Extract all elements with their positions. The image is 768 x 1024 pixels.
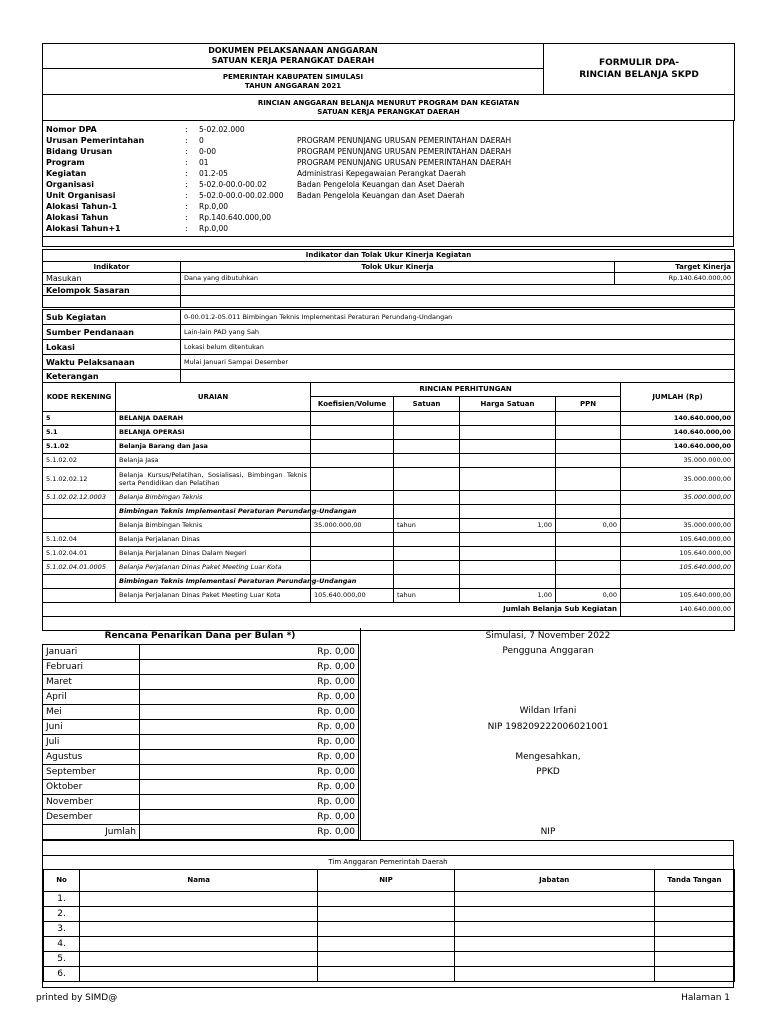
team-no: 3. — [44, 922, 80, 937]
cell-uraian: Belanja Perjalanan Dinas — [116, 533, 311, 547]
detail-value — [181, 370, 735, 383]
signature-area — [360, 628, 735, 840]
rincian-row — [43, 519, 735, 533]
plan-row — [43, 765, 359, 780]
cell-kode: 5.1.02.04.01.0005 — [43, 561, 116, 575]
plan-month: Agustus — [43, 750, 140, 765]
info-desc — [294, 212, 733, 223]
info-desc — [294, 201, 733, 212]
team-row — [44, 922, 735, 937]
info-label: Bidang Urusan — [46, 147, 113, 156]
col-no: No — [44, 870, 80, 892]
cell-jumlah: 105.640.000,00 — [621, 589, 735, 603]
col-rincian: RINCIAN PERHITUNGAN — [311, 383, 621, 397]
info-row: Alokasi Tahun+1 : Rp.0,00 — [43, 223, 733, 234]
cell-kode: 5.1.02.04 — [43, 533, 116, 547]
rincian-row — [43, 505, 735, 519]
detail-value: Lain-lain PAD yang Sah — [181, 325, 735, 340]
masukan-value: Dana yang dibutuhkan — [181, 273, 615, 285]
plan-row — [43, 675, 359, 690]
cell-harga — [460, 412, 556, 426]
cell-satuan: tahun — [394, 589, 460, 603]
printed-by: printed by SIMD@ — [36, 993, 118, 1003]
cell-jumlah: 140.640.000,00 — [621, 412, 735, 426]
cell-harga: 1,00 — [460, 519, 556, 533]
cell-koef — [311, 533, 394, 547]
plan-total-label: Jumlah — [43, 825, 140, 840]
info-code: 5-02.0-00.0-00.02 — [199, 180, 267, 189]
plan-row — [43, 660, 359, 675]
plan-total-row — [43, 825, 359, 840]
cell-jumlah — [621, 505, 735, 519]
detail-row — [43, 340, 735, 355]
plan-row — [43, 735, 359, 750]
form-code: FORMULIR DPA- RINCIAN BELANJA SKPD — [544, 44, 735, 95]
plan-row — [43, 810, 359, 825]
info-desc: PROGRAM PENUNJANG URUSAN PEMERINTAHAN DAERAH — [297, 136, 512, 145]
plan-month: Oktober — [43, 780, 140, 795]
cell-uraian: Bimbingan Teknis Implementasi Peraturan Perundang-Undangan — [116, 575, 311, 589]
detail-row — [43, 310, 735, 325]
cell-ppn: 0,00 — [556, 589, 621, 603]
cell-koef — [311, 440, 394, 454]
col-nip: NIP — [318, 870, 454, 892]
detail-label: Lokasi — [43, 340, 181, 355]
info-label: Urusan Pemerintahan — [46, 136, 145, 145]
cell-kode — [43, 589, 116, 603]
plan-month: Maret — [43, 675, 140, 690]
plan-month: September — [43, 765, 140, 780]
cell-koef: 105.640.000,00 — [311, 589, 394, 603]
info-code: 0-00 — [199, 147, 217, 156]
rincian-row — [43, 589, 735, 603]
info-row: Nomor DPA : 5-02.02.000 — [43, 124, 733, 135]
cell-uraian: Belanja Bimbingan Teknis — [116, 491, 311, 505]
plan-month: Desember — [43, 810, 140, 825]
team-row — [44, 892, 735, 907]
cell-ppn — [556, 491, 621, 505]
plan-row — [43, 720, 359, 735]
masukan-target: Rp.140.640.000,00 — [615, 273, 735, 285]
info-label: Alokasi Tahun+1 — [46, 224, 121, 233]
info-row: Urusan Pemerintahan : 0 PROGRAM PENUNJANG URUSAN PEMERINTAHAN DAERAH — [43, 135, 733, 146]
cell-ppn — [556, 412, 621, 426]
info-label: Organisasi — [46, 180, 94, 189]
cell-uraian: Bimbingan Teknis Implementasi Peraturan Perundang-Undangan — [116, 505, 311, 519]
info-row: Alokasi Tahun : Rp.140.640.000,00 — [43, 212, 733, 223]
total-value: 140.640.000,00 — [621, 603, 735, 617]
info-row: Organisasi : 5-02.0-00.0-00.02 Badan Pengelola Keuangan dan Aset Daerah — [43, 179, 733, 190]
info-code: 5-02.0-00.0-00.02.000 — [199, 191, 284, 200]
cell-satuan — [394, 468, 460, 491]
plan-amount: Rp. 0,00 — [140, 675, 359, 690]
cell-koef — [311, 491, 394, 505]
cell-kode: 5.1.02.02.12 — [43, 468, 116, 491]
cell-harga — [460, 533, 556, 547]
team-no: 1. — [44, 892, 80, 907]
detail-value: Lokasi belum ditentukan — [181, 340, 735, 355]
plan-amount: Rp. 0,00 — [140, 720, 359, 735]
cell-uraian: Belanja Barang dan Jasa — [116, 440, 311, 454]
approve-label: Mengesahkan, — [515, 752, 581, 762]
spacer — [42, 237, 734, 247]
col-kode: KODE REKENING — [43, 383, 116, 412]
detail-row — [43, 355, 735, 370]
cell-satuan — [394, 505, 460, 519]
cell-kode: 5.1.02 — [43, 440, 116, 454]
masukan-label: Masukan — [43, 273, 181, 285]
cell-kode — [43, 505, 116, 519]
rincian-row — [43, 440, 735, 454]
cell-uraian: Belanja Bimbingan Teknis — [116, 519, 311, 533]
detail-label: Sub Kegiatan — [43, 310, 181, 325]
info-code: 5-02.02.000 — [199, 125, 245, 134]
cell-harga — [460, 561, 556, 575]
rincian-row — [43, 426, 735, 440]
cell-koef — [311, 412, 394, 426]
cell-ppn — [556, 505, 621, 519]
info-label: Program — [46, 158, 85, 167]
cell-satuan: tahun — [394, 519, 460, 533]
info-code: 0 — [199, 136, 204, 145]
rincian-table — [42, 382, 734, 631]
info-row: Bidang Urusan : 0-00 PROGRAM PENUNJANG URUSAN PEMERINTAHAN DAERAH — [43, 146, 733, 157]
info-row: Unit Organisasi : 5-02.0-00.0-00.02.000 Badan Pengelola Keuangan dan Aset Daerah — [43, 190, 733, 201]
cell-satuan — [394, 575, 460, 589]
cell-satuan — [394, 533, 460, 547]
cell-uraian: BELANJA DAERAH — [116, 412, 311, 426]
rincian-row — [43, 491, 735, 505]
info-row: Kegiatan : 01.2-05 Administrasi Kepegawaian Perangkat Daerah — [43, 168, 733, 179]
rincian-row — [43, 468, 735, 491]
detail-row — [43, 370, 735, 383]
doc-title: DOKUMEN PELAKSANAAN ANGGARAN SATUAN KERJA PERANGKAT DAERAH — [43, 44, 544, 69]
rincian-row — [43, 533, 735, 547]
cell-harga — [460, 440, 556, 454]
plan-month: Februari — [43, 660, 140, 675]
cell-uraian: Belanja Perjalanan Dinas Dalam Negeri — [116, 547, 311, 561]
cell-harga — [460, 505, 556, 519]
signer-name: Wildan Irfani — [519, 706, 577, 716]
info-label: Alokasi Tahun — [46, 213, 109, 222]
place-date: Simulasi, 7 November 2022 — [485, 631, 611, 641]
cell-kode: 5.1.02.02.12.0003 — [43, 491, 116, 505]
cell-harga — [460, 547, 556, 561]
info-label: Unit Organisasi — [46, 191, 116, 200]
details-table — [42, 309, 734, 383]
cell-uraian: Belanja Jasa — [116, 454, 311, 468]
cell-ppn — [556, 454, 621, 468]
cell-jumlah: 140.640.000,00 — [621, 426, 735, 440]
cell-koef — [311, 454, 394, 468]
cell-satuan — [394, 454, 460, 468]
cell-ppn — [556, 440, 621, 454]
cell-harga: 1,00 — [460, 589, 556, 603]
cell-koef: 35.000.000,00 — [311, 519, 394, 533]
col-jumlah: JUMLAH (Rp) — [621, 383, 735, 412]
detail-label: Sumber Pendanaan — [43, 325, 181, 340]
detail-label: Keterangan — [43, 370, 181, 383]
cell-kode: 5.1.02.04.01 — [43, 547, 116, 561]
plan-row — [43, 645, 359, 660]
cell-jumlah — [621, 575, 735, 589]
team-block — [42, 840, 734, 988]
team-no: 5. — [44, 952, 80, 967]
rincian-row — [43, 575, 735, 589]
col-harga: Harga Satuan — [460, 397, 556, 412]
cell-jumlah: 105.640.000,00 — [621, 561, 735, 575]
plan-title: Rencana Penarikan Dana per Bulan *) — [104, 631, 296, 641]
plan-amount: Rp. 0,00 — [140, 780, 359, 795]
info-code: Rp.0,00 — [199, 202, 229, 211]
plan-signature-block — [42, 628, 734, 840]
plan-row — [43, 795, 359, 810]
info-code: 01 — [199, 158, 209, 167]
cell-kode — [43, 575, 116, 589]
team-row — [44, 967, 735, 982]
cell-koef — [311, 547, 394, 561]
approve-nip: NIP — [540, 827, 556, 837]
detail-value: Mulai Januari Sampai Desember — [181, 355, 735, 370]
plan-month: Mei — [43, 705, 140, 720]
team-row — [44, 907, 735, 922]
plan-row — [43, 690, 359, 705]
team-no: 2. — [44, 907, 80, 922]
cell-jumlah: 105.640.000,00 — [621, 547, 735, 561]
rincian-row — [43, 547, 735, 561]
cell-harga — [460, 454, 556, 468]
plan-row — [43, 705, 359, 720]
col-ppn: PPN — [556, 397, 621, 412]
cell-jumlah: 35.000.000,00 — [621, 468, 735, 491]
cell-harga — [460, 468, 556, 491]
plan-amount: Rp. 0,00 — [140, 750, 359, 765]
plan-amount: Rp. 0,00 — [140, 810, 359, 825]
col-indikator: Indikator — [43, 262, 181, 273]
detail-value: 0-00.01.2-05.011 Bimbingan Teknis Implementasi Peraturan Perundang-Undangan — [181, 310, 735, 325]
info-label: Kegiatan — [46, 169, 87, 178]
plan-amount: Rp. 0,00 — [140, 705, 359, 720]
col-koef: Koefisien/Volume — [311, 397, 394, 412]
plan-amount: Rp. 0,00 — [140, 690, 359, 705]
rincian-row — [43, 561, 735, 575]
cell-ppn — [556, 561, 621, 575]
info-row: Alokasi Tahun-1 : Rp.0,00 — [43, 201, 733, 212]
detail-row — [43, 325, 735, 340]
cell-uraian: Belanja Perjalanan Dinas Paket Meeting Luar Kota — [116, 561, 311, 575]
plan-month: Juni — [43, 720, 140, 735]
plan-month: April — [43, 690, 140, 705]
team-row — [44, 937, 735, 952]
info-block — [42, 121, 734, 237]
plan-month: November — [43, 795, 140, 810]
indikator-table — [42, 249, 734, 308]
total-label: Jumlah Belanja Sub Kegiatan — [43, 603, 621, 617]
info-code: Rp.140.640.000,00 — [199, 213, 271, 222]
cell-jumlah: 35.000.000,00 — [621, 491, 735, 505]
col-target: Target Kinerja — [615, 262, 735, 273]
cell-jumlah: 105.640.000,00 — [621, 533, 735, 547]
team-title: Tim Anggaran Pemerintah Daerah — [328, 858, 448, 866]
plan-amount: Rp. 0,00 — [140, 660, 359, 675]
info-code: 01.2-05 — [199, 169, 228, 178]
cell-kode: 5 — [43, 412, 116, 426]
cell-harga — [460, 575, 556, 589]
plan-total-amount: Rp. 0,00 — [140, 825, 359, 840]
plan-amount: Rp. 0,00 — [140, 765, 359, 780]
cell-satuan — [394, 412, 460, 426]
cell-ppn: 0,00 — [556, 519, 621, 533]
rincian-row — [43, 412, 735, 426]
plan-row — [43, 750, 359, 765]
cell-kode: 5.1.02.02 — [43, 454, 116, 468]
info-desc: Badan Pengelola Keuangan dan Aset Daerah — [297, 191, 465, 200]
signer-nip: NIP 198209222006021001 — [487, 722, 609, 732]
cell-satuan — [394, 547, 460, 561]
cell-uraian: Belanja Perjalanan Dinas Paket Meeting Luar Kota — [116, 589, 311, 603]
cell-jumlah: 35.000.000,00 — [621, 454, 735, 468]
plan-row — [43, 780, 359, 795]
info-desc — [294, 223, 733, 234]
plan-month: Januari — [43, 645, 140, 660]
cell-koef — [311, 426, 394, 440]
section-title: RINCIAN ANGGARAN BELANJA MENURUT PROGRAM DAN KEGIATAN SATUAN KERJA PERANGKAT DAERAH — [43, 95, 735, 121]
signer-role: Pengguna Anggaran — [502, 646, 594, 656]
indikator-title: Indikator dan Tolak Ukur Kinerja Kegiatan — [43, 250, 735, 262]
cell-kode: 5.1 — [43, 426, 116, 440]
kelompok-label: Kelompok Sasaran — [43, 285, 181, 296]
info-code: Rp.0,00 — [199, 224, 229, 233]
team-no: 6. — [44, 967, 80, 982]
col-uraian: URAIAN — [116, 383, 311, 412]
cell-harga — [460, 491, 556, 505]
cell-satuan — [394, 491, 460, 505]
cell-satuan — [394, 426, 460, 440]
cell-ppn — [556, 547, 621, 561]
cell-koef — [311, 468, 394, 491]
col-satuan: Satuan — [394, 397, 460, 412]
info-row: Program : 01 PROGRAM PENUNJANG URUSAN PEMERINTAHAN DAERAH — [43, 157, 733, 168]
col-ttd: Tanda Tangan — [654, 870, 734, 892]
col-jabatan: Jabatan — [454, 870, 654, 892]
cell-ppn — [556, 426, 621, 440]
cell-jumlah: 35.000.000,00 — [621, 519, 735, 533]
page-number: Halaman 1 — [681, 993, 730, 1003]
cell-kode — [43, 519, 116, 533]
cell-ppn — [556, 533, 621, 547]
col-nama: Nama — [80, 870, 318, 892]
plan-amount: Rp. 0,00 — [140, 645, 359, 660]
gov-info: PEMERINTAH KABUPATEN SIMULASI TAHUN ANGGARAN 2021 — [43, 69, 544, 95]
cell-jumlah: 140.640.000,00 — [621, 440, 735, 454]
col-tolok: Tolok Ukur Kinerja — [181, 262, 615, 273]
plan-amount: Rp. 0,00 — [140, 795, 359, 810]
info-desc: PROGRAM PENUNJANG URUSAN PEMERINTAHAN DAERAH — [297, 147, 512, 156]
cell-ppn — [556, 575, 621, 589]
info-desc: Badan Pengelola Keuangan dan Aset Daerah — [297, 180, 465, 189]
cell-satuan — [394, 440, 460, 454]
team-no: 4. — [44, 937, 80, 952]
document-header — [42, 43, 734, 121]
cell-satuan — [394, 561, 460, 575]
cell-ppn — [556, 468, 621, 491]
cell-uraian: Belanja Kursus/Pelatihan, Sosialisasi, Bimbingan Teknis serta Pendidikan dan Pelatihan — [116, 468, 311, 491]
detail-label: Waktu Pelaksanaan — [43, 355, 181, 370]
info-desc — [294, 124, 733, 135]
approve-role: PPKD — [536, 767, 560, 777]
team-row — [44, 952, 735, 967]
rincian-row — [43, 454, 735, 468]
rincian-total-row — [43, 603, 735, 617]
plan-month: Juli — [43, 735, 140, 750]
info-label: Alokasi Tahun-1 — [46, 202, 118, 211]
cell-uraian: BELANJA OPERASI — [116, 426, 311, 440]
cell-harga — [460, 426, 556, 440]
withdrawal-plan — [42, 628, 358, 840]
info-desc: PROGRAM PENUNJANG URUSAN PEMERINTAHAN DAERAH — [297, 158, 512, 167]
info-desc: Administrasi Kepegawaian Perangkat Daerah — [297, 169, 466, 178]
info-label: Nomor DPA — [46, 125, 97, 134]
cell-koef — [311, 561, 394, 575]
plan-amount: Rp. 0,00 — [140, 735, 359, 750]
